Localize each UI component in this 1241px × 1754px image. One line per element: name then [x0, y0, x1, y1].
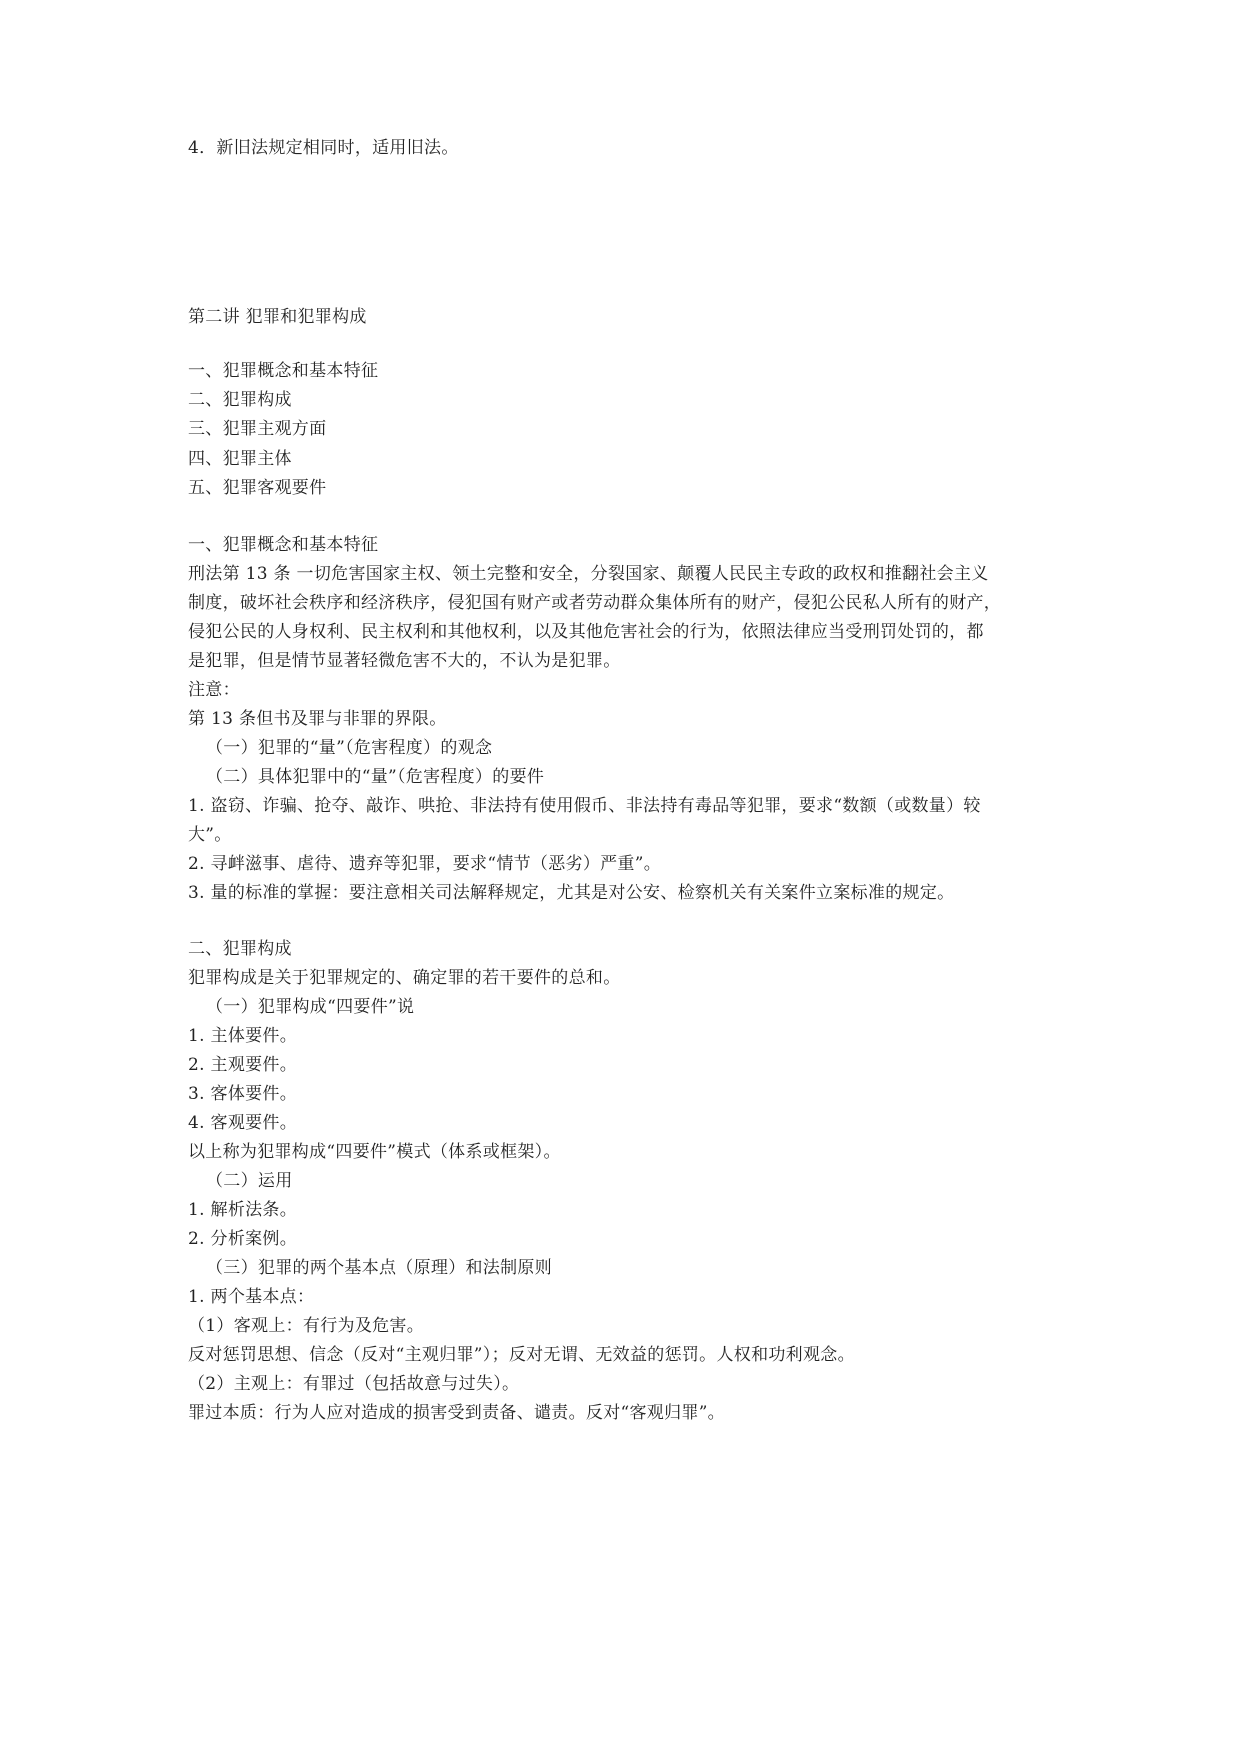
outline-item: 四、犯罪主体 [188, 449, 292, 469]
text-line: 刑法第 13 条 一切危害国家主权、领土完整和安全，分裂国家、颠覆人民民主专政的政权和推翻社会主义 [188, 564, 989, 584]
text-line: 侵犯公民的人身权利、民主权利和其他权利，以及其他危害社会的行为，依照法律应当受刑罚处罚的，都 [188, 622, 984, 642]
outline-item: 五、犯罪客观要件 [188, 478, 327, 498]
text-line: 1. 解析法条。 [188, 1200, 298, 1220]
text-line: （2）主观上：有罪过（包括故意与过失）。 [188, 1374, 520, 1394]
text-line: 2. 主观要件。 [188, 1055, 298, 1075]
text-line: 2. 分析案例。 [188, 1229, 298, 1249]
text-line: （一）犯罪的“量”（危害程度）的观念 [206, 738, 493, 758]
text-line: 罪过本质：行为人应对造成的损害受到责备、谴责。反对“客观归罪”。 [188, 1403, 725, 1423]
text-line: 反对惩罚思想、信念（反对“主观归罪”）；反对无谓、无效益的惩罚。人权和功利观念。 [188, 1345, 855, 1365]
text-line: 以上称为犯罪构成“四要件”模式（体系或框架）。 [188, 1142, 561, 1162]
text-line: （三）犯罪的两个基本点（原理）和法制原则 [206, 1258, 552, 1278]
text-line: 3. 客体要件。 [188, 1084, 298, 1104]
text-line: 1. 主体要件。 [188, 1026, 298, 1046]
text-line: 第 13 条但书及罪与非罪的界限。 [188, 709, 447, 729]
text-line: 注意： [188, 680, 240, 700]
text-line: 犯罪构成是关于犯罪规定的、确定罪的若干要件的总和。 [188, 968, 621, 988]
section-heading: 第二讲 犯罪和犯罪构成 [188, 307, 367, 327]
outline-item: 二、犯罪构成 [188, 390, 292, 410]
text-line: 1. 两个基本点： [188, 1287, 315, 1307]
text-line: 3. 量的标准的掌握：要注意相关司法解释规定，尤其是对公安、检察机关有关案件立案标准的规定。 [188, 883, 955, 903]
text-line: （一）犯罪构成“四要件”说 [206, 997, 415, 1017]
outline-item: 一、犯罪概念和基本特征 [188, 361, 379, 381]
subsection-heading: 二、犯罪构成 [188, 939, 292, 959]
text-line: 2. 寻衅滋事、虐待、遗弃等犯罪，要求“情节（恶劣）严重”。 [188, 854, 662, 874]
outline-item: 三、犯罪主观方面 [188, 419, 327, 439]
text-line: （二）具体犯罪中的“量”（危害程度）的要件 [206, 767, 545, 787]
text-line: 4. 客观要件。 [188, 1113, 298, 1133]
text-line: 制度，破坏社会秩序和经济秩序，侵犯国有财产或者劳动群众集体所有的财产，侵犯公民私人所有的财产， [188, 593, 1002, 613]
subsection-heading: 一、犯罪概念和基本特征 [188, 535, 379, 555]
text-line: 大”。 [188, 825, 232, 845]
text-line: 4．新旧法规定相同时，适用旧法。 [188, 138, 459, 158]
text-line: 1. 盗窃、诈骗、抢夺、敲诈、哄抢、非法持有使用假币、非法持有毒品等犯罪，要求“数额（或数量）较 [188, 796, 981, 816]
text-line: 是犯罪，但是情节显著轻微危害不大的，不认为是犯罪。 [188, 651, 621, 671]
text-line: （二）运用 [206, 1171, 293, 1191]
text-line: （1）客观上：有行为及危害。 [188, 1316, 425, 1336]
